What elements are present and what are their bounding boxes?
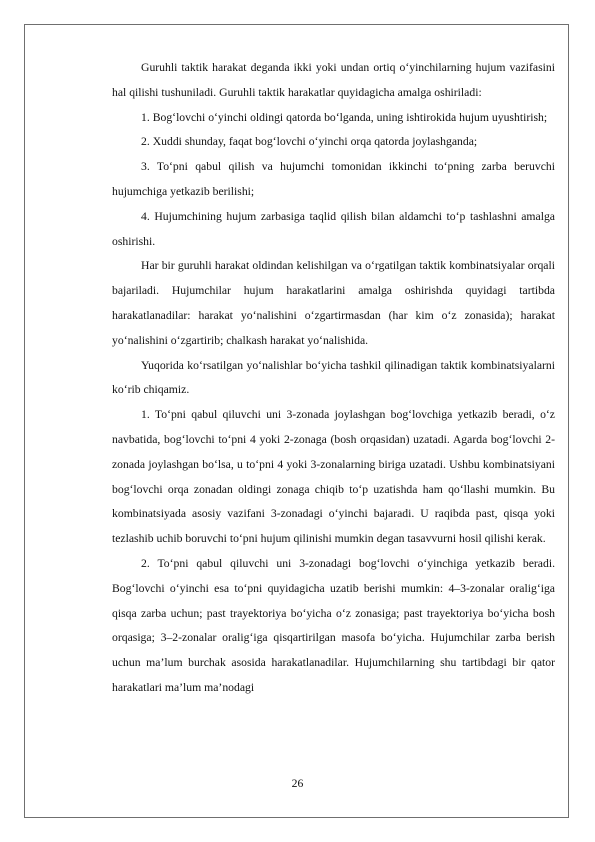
paragraph-intro: Guruhli taktik harakat deganda ikki yoki undan ortiq o‘yinchilarning hujum vazifasini hal qilishi tushuniladi. Guruhli taktik harakatlar quyidagicha amalga oshiriladi:	[112, 61, 555, 99]
paragraph-list-item-3: 3. To‘pni qabul qilish va hujumchi tomonidan ikkinchi to‘pning zarba beruvchi hujumchiga yetkazib berilishi;	[112, 160, 555, 198]
page-number: 26	[291, 777, 304, 790]
paragraph-review: Yuqorida ko‘rsatilgan yo‘nalishlar bo‘yicha tashkil qilinadigan taktik kombinatsiyalarni ko‘rib chiqamiz.	[112, 358, 555, 397]
paragraph-list-item-4: 4. Hujumchining hujum zarbasiga taqlid qilish bilan aldamchi to‘p tashlashni amalga oshirishi.	[112, 209, 555, 248]
paragraph-combinations: Har bir guruhli harakat oldindan kelishilgan va o‘rgatilgan taktik kombinatsiyalar orqali bajariladi. Hujumchilar hujum harakatlarini amalga oshirishda quyidagi tartibda harakatlanadilar: harakat yo‘nalishini o‘zgartirmasdan (har kim o‘z zonasida); harakat yo‘nalishini o‘zgartirib; chalkash harakat yo‘nalishida.	[112, 259, 555, 347]
paragraph-list-item-2: 2. Xuddi shunday, faqat bog‘lovchi o‘yinchi orqa qatorda joylashganda;	[141, 135, 478, 149]
document-body	[112, 56, 555, 701]
paragraph-combination-1: 1. To‘pni qabul qiluvchi uni 3-zonada joylashgan bog‘lovchiga yetkazib beradi, o‘z navbatida, bog‘lovchi to‘pni 4 yoki 2-zonaga (bosh orqasidan) uzatadi. Agarda bog‘lovchi 2-zonada joylashgan bo‘lsa, u to‘pni 4 yoki 3-zonalarning biriga uzatadi. Ushbu kombinatsiyani bog‘lovchi orqa zonadan oldingi zonaga chiqib to‘p uzatishda ham qo‘llashi mumkin. Bu kombinatsiyada asosiy vazifani 3-zonadagi o‘yinchi bajaradi. U raqibda past, qisqa yoki tezlashib uchib boruvchi to‘pni hujum qilinishi mumkin degan tasavvurni hosil qilishi kerak.	[112, 408, 555, 546]
paragraph-list-item-1: 1. Bog‘lovchi o‘yinchi oldingi qatorda bo‘lganda, uning ishtirokida hujum uyushtirish;	[141, 110, 548, 124]
paragraph-combination-2: 2. To‘pni qabul qiluvchi uni 3-zonadagi bog‘lovchi o‘yinchiga yetkazib beradi. Bog‘lovchi o‘yinchi esa to‘pni quyidagicha uzatib berishi mumkin: 4–3-zonalar oralig‘iga qisqa zarba uchun; past trayektoriya bo‘yicha o‘z zonasiga; past trayektoriya bo‘yicha bosh orqasiga; 3–2-zonalar oralig‘iga qisqartirilgan masofa bo‘yicha. Hujumchilar zarba berish uchun ma’lum burchak asosida harakatlanadilar. Hujumchilarning shu tartibdagi bir qator harakatlari ma’lum ma’nodagi	[112, 556, 555, 694]
